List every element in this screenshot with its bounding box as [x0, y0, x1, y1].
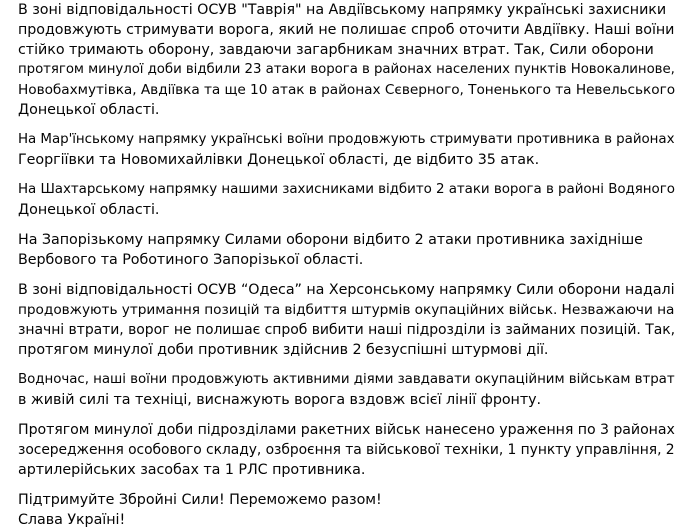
text-line: протягом минулої доби відбили 23 атаки ворога в районах населених пунктів Новокалинове,: [18, 62, 675, 77]
text-line: протягом минулої доби противник здійснив 2 безуспішні штурмові дії.: [18, 342, 549, 358]
paragraph-odesa: [18, 280, 676, 360]
text-line: Слава Україні!: [18, 512, 126, 528]
text-line: Водночас, наші воїни продовжують активними діями завдавати окупаційним військам втрат: [18, 372, 675, 387]
text-line: Георгіївки та Новомихайлівки Донецької області, де відбито 35 атак.: [18, 152, 540, 168]
text-line: В зоні відповідальності ОСУВ "Таврія" на Авдіївському напрямку українські захисники: [18, 2, 667, 18]
text-line: артилерійських засобах та 1 РЛС противника.: [18, 462, 366, 478]
text-line: Підтримуйте Збройні Сили! Переможемо разом!: [18, 492, 382, 508]
paragraph-zaporizhzhia: [18, 230, 668, 270]
text-line: Новобахмутівка, Авдіївка та ще 10 атак в районах Сєверного, Тоненького та Невельського: [18, 82, 676, 98]
text-line: Вербового та Роботиного Запорізької області.: [18, 252, 364, 268]
paragraph-missile-troops: [18, 420, 675, 480]
text-line: На Шахтарському напрямку нашими захисниками відбито 2 атаки ворога в районі Водяного: [18, 182, 675, 197]
text-line: зосередження особового складу, озброєння та військової техніки, 1 пункту управління, 2: [18, 442, 675, 458]
text-line: Донецької області.: [18, 102, 160, 118]
paragraph-meanwhile: [18, 370, 675, 410]
text-line: Донецької області.: [18, 202, 160, 218]
text-line: продовжують стримувати ворога, який не полишає спроб оточити Авдіївку. Наші воїни: [18, 22, 675, 38]
text-line: значні втрати, ворог не полишає спроб вибити наші підрозділи із займаних позицій. Так,: [18, 322, 676, 338]
text-line: продовжують утримання позицій та відбиття штурмів окупаційних військ. Незважаючи на: [18, 302, 675, 318]
text-line: В зоні відповідальності ОСУВ “Одеса” на Херсонському напрямку Сили оборони надалі: [18, 282, 675, 298]
paragraph-shakhtarsk: [18, 180, 675, 220]
paragraph-tavria: [18, 0, 676, 120]
paragraph-closing: [18, 490, 668, 530]
text-line: На Мар'їнському напрямку українські воїни продовжують стримувати противника в районах: [18, 132, 675, 147]
post-body: [18, 0, 676, 530]
text-line: в живій силі та техніці, виснажують ворога вздовж всієї лінії фронту.: [18, 392, 542, 408]
text-line: Протягом минулої доби підрозділами ракетних військ нанесено ураження по 3 районах: [18, 422, 675, 438]
text-line: На Запорізькому напрямку Силами оборони відбито 2 атаки противника західніше: [18, 232, 643, 248]
text-line: стійко тримають оборону, завдаючи загарбникам значних втрат. Так, Сили оборони: [18, 42, 654, 58]
paragraph-marinka: [18, 130, 675, 170]
